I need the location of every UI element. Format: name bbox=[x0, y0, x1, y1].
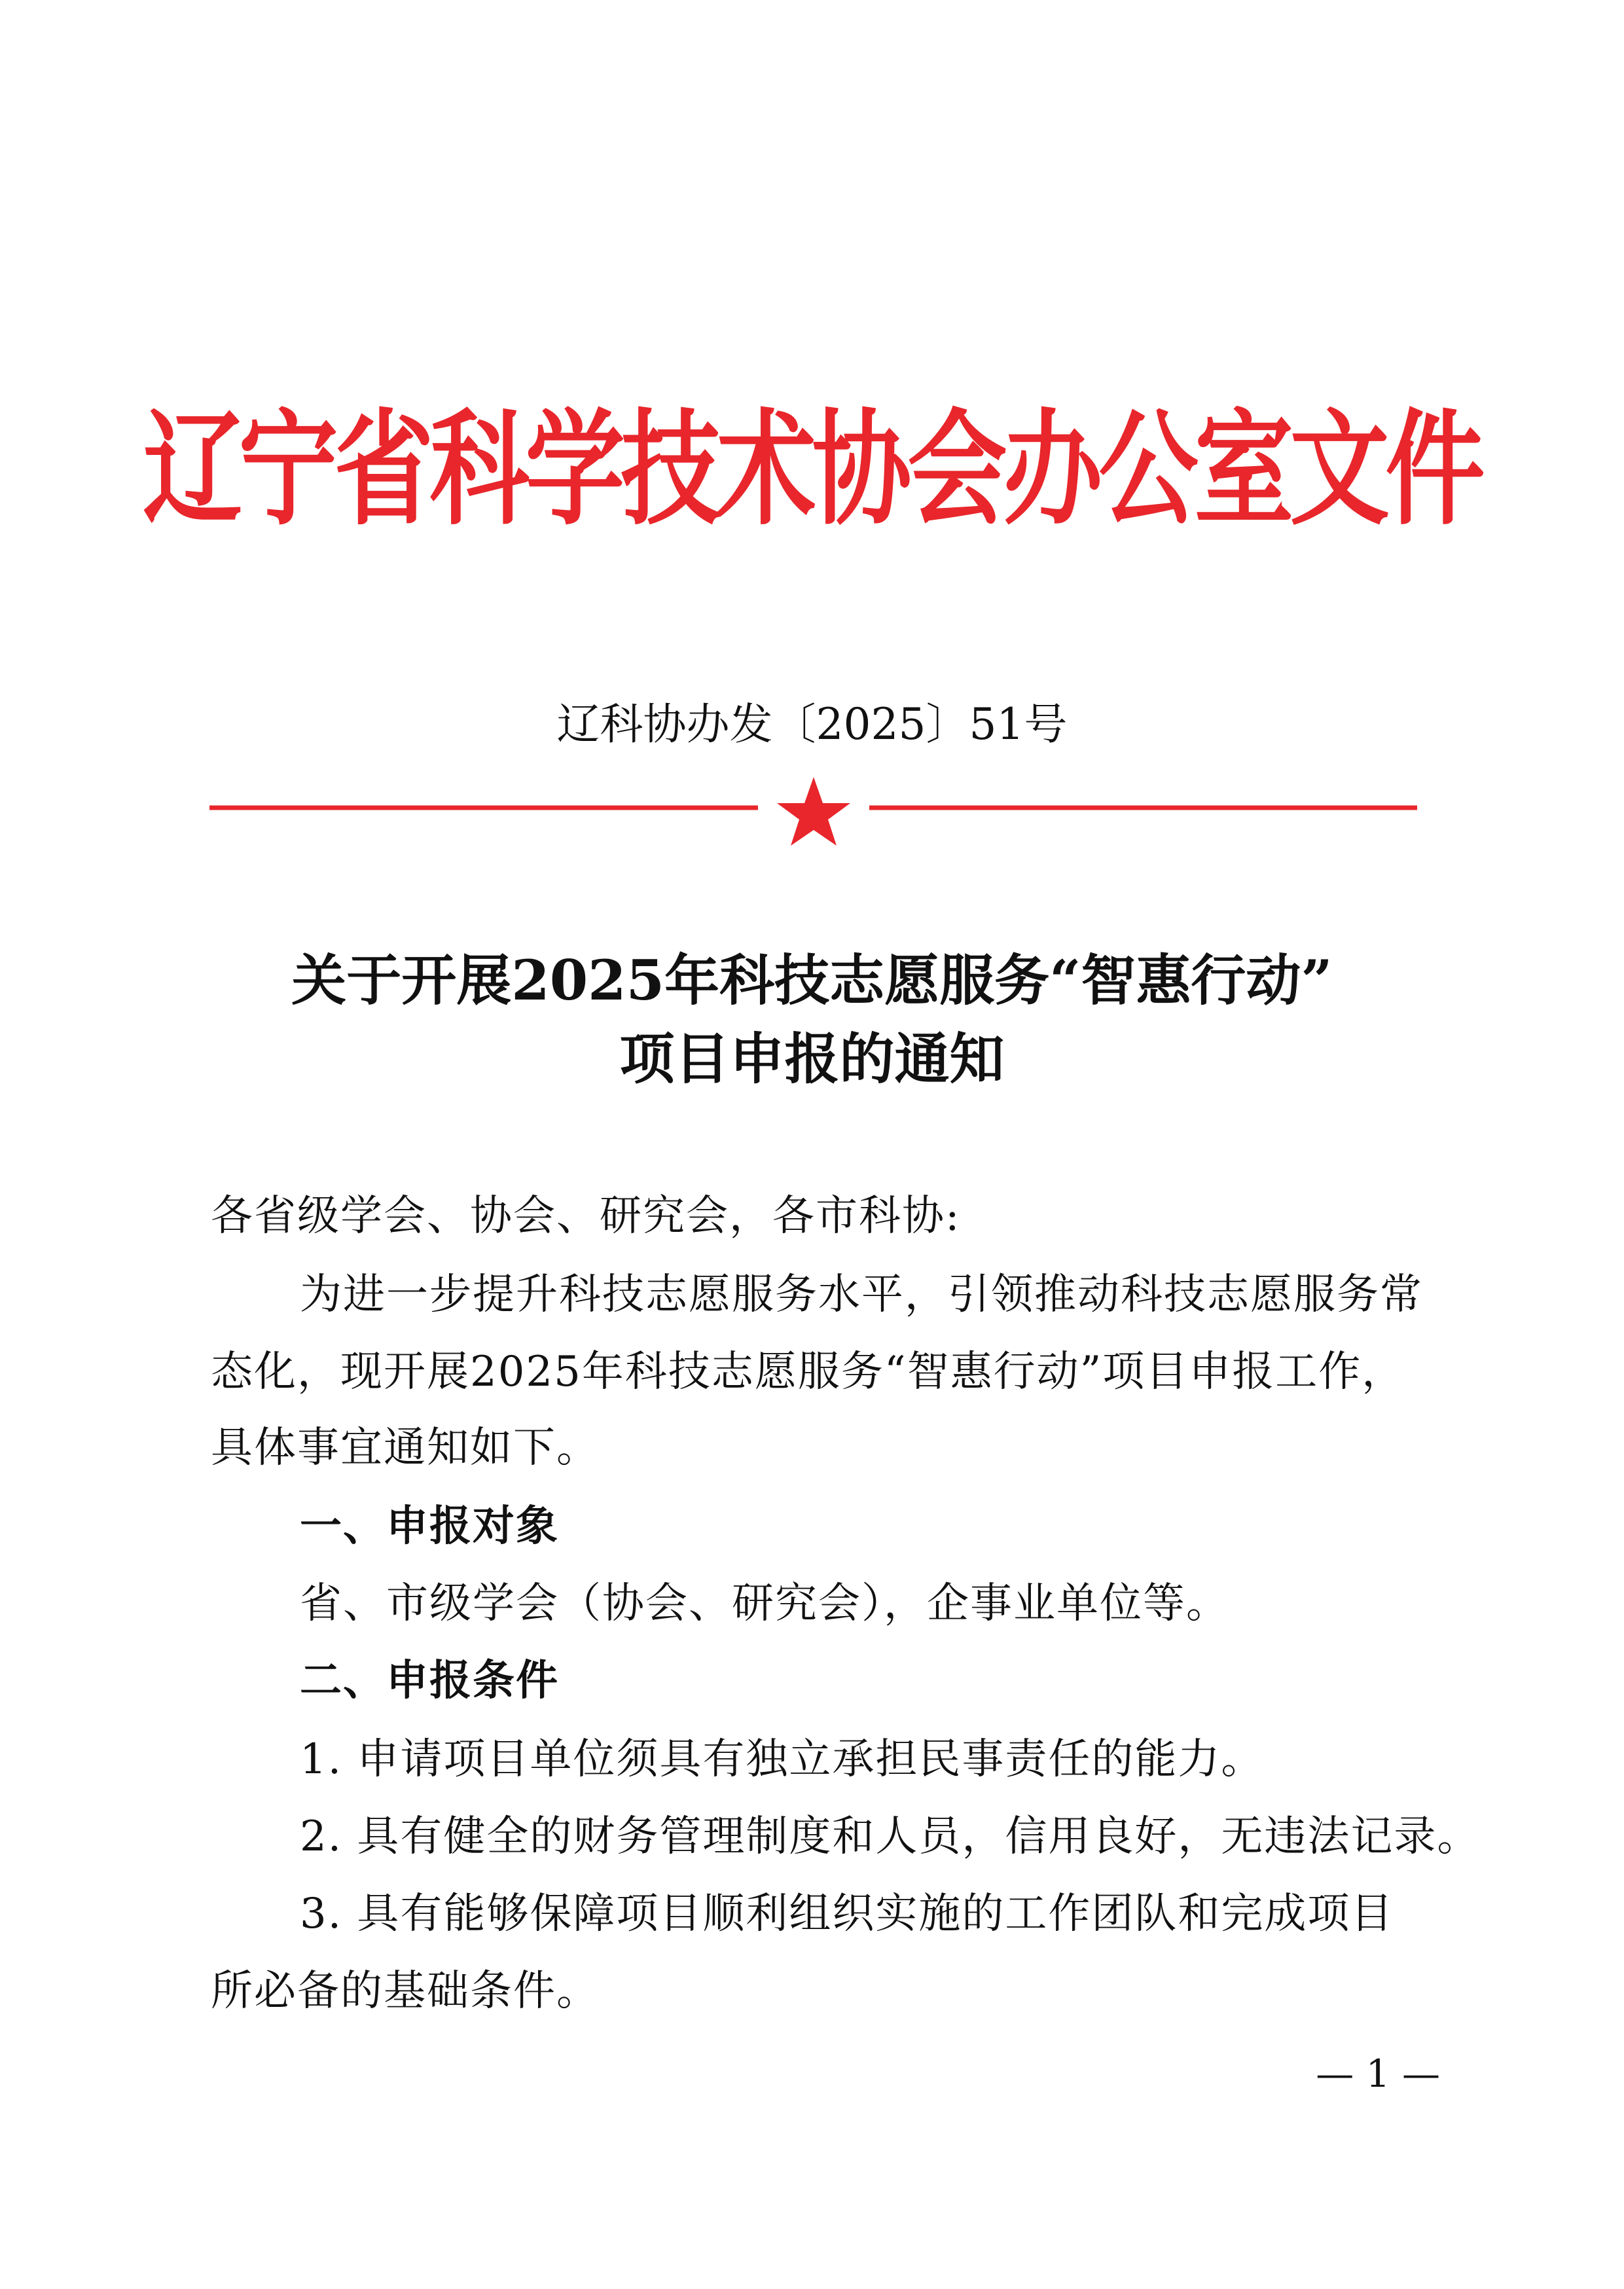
salutation: 各省级学会、协会、研究会，各市科协: bbox=[211, 1192, 961, 1240]
condition-item-2: 2. 具有健全的财务管理制度和人员，信用良好，无违法记录。 bbox=[300, 1812, 1481, 1861]
section-text-applicants: 省、市级学会（协会、研究会），企事业单位等。 bbox=[300, 1579, 1229, 1628]
condition-item-1: 1. 申请项目单位须具有独立承担民事责任的能力。 bbox=[300, 1735, 1265, 1784]
intro-paragraph-line-1: 为进一步提升科技志愿服务水平，引领推动科技志愿服务常 bbox=[300, 1271, 1423, 1319]
page-number: — 1 — bbox=[1316, 2051, 1440, 2096]
section-heading-conditions: 二、申报条件 bbox=[300, 1657, 559, 1705]
section-heading-applicants: 一、申报对象 bbox=[300, 1502, 559, 1551]
notice-title-line-2: 项目申报的通知 bbox=[619, 1026, 1005, 1091]
masthead-title: 辽宁省科学技术协会办公室文件 bbox=[143, 397, 1481, 542]
document-number: 辽科协办发〔2025〕51号 bbox=[556, 699, 1068, 749]
red-divider bbox=[209, 776, 1417, 854]
condition-item-3-line-1: 3. 具有能够保障项目顺利组织实施的工作团队和完成项目 bbox=[300, 1890, 1394, 1938]
red-star-icon bbox=[777, 777, 850, 846]
intro-paragraph-line-2: 态化，现开展2025年科技志愿服务“智惠行动”项目申报工作， bbox=[211, 1348, 1405, 1396]
condition-item-3-line-2: 所必备的基础条件。 bbox=[211, 1967, 600, 2015]
notice-title-line-1: 关于开展2025年科技志愿服务“智惠行动” bbox=[291, 948, 1333, 1013]
intro-paragraph-line-3: 具体事宜通知如下。 bbox=[211, 1424, 600, 1472]
